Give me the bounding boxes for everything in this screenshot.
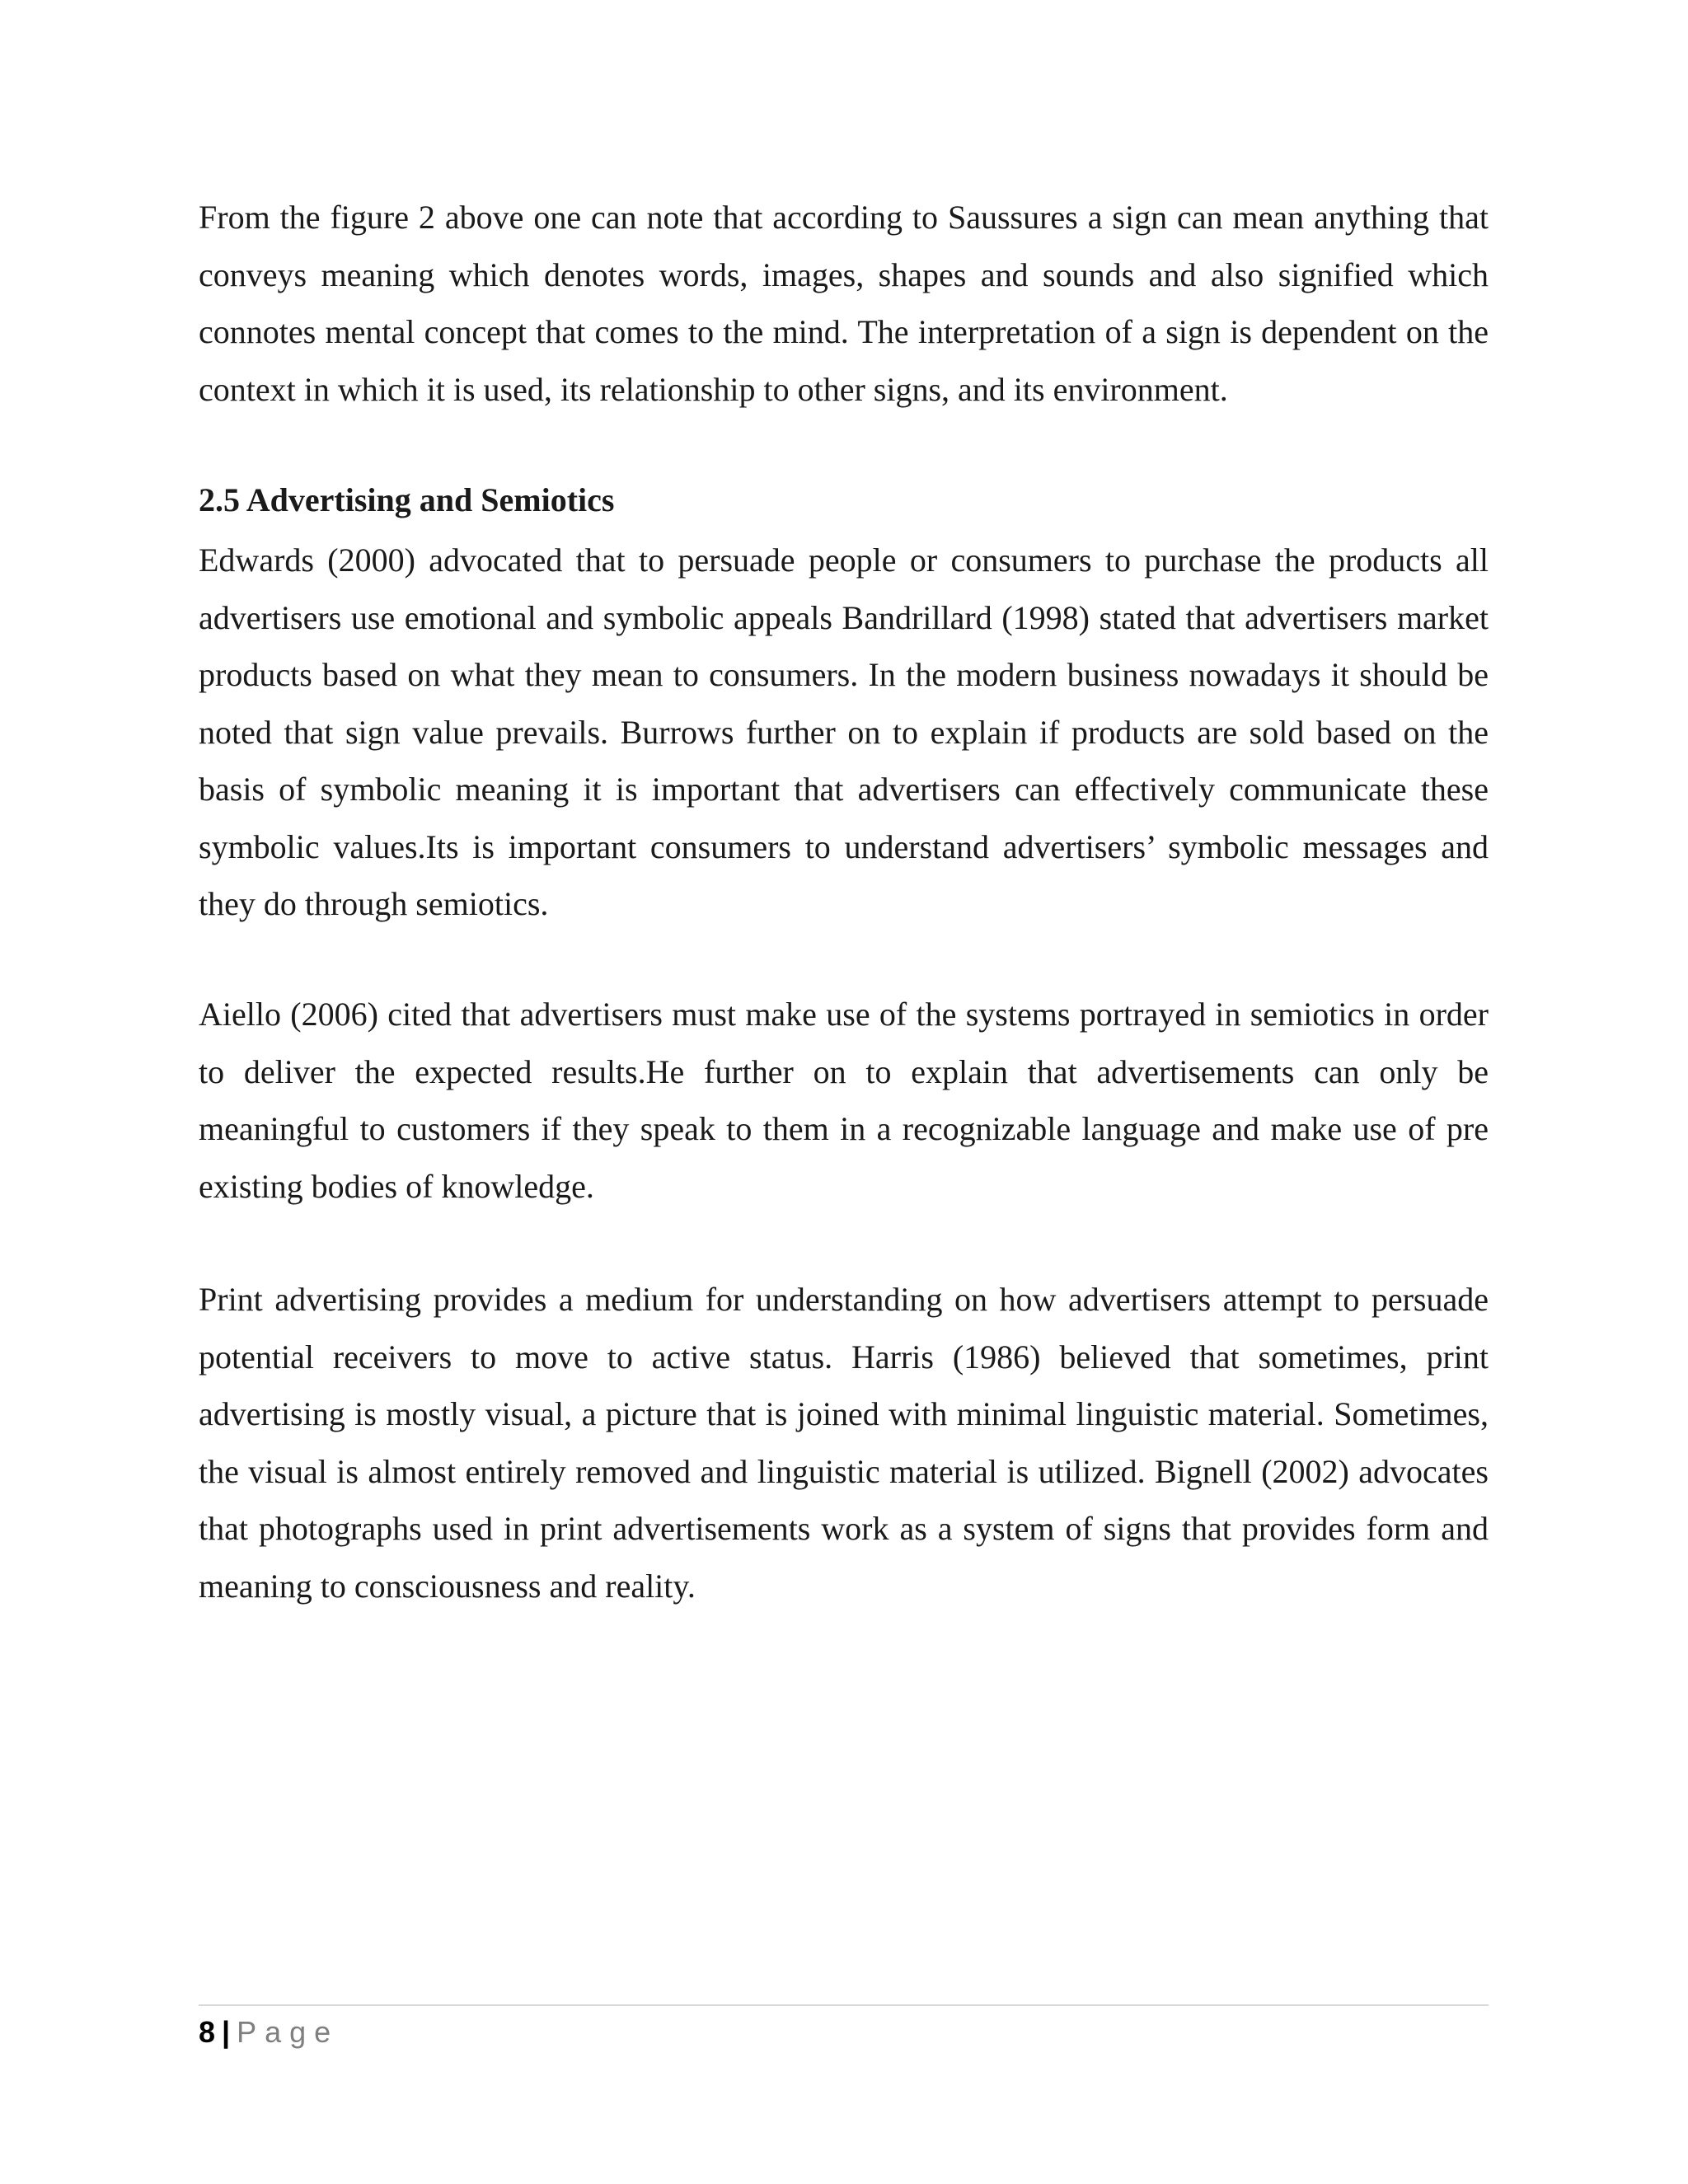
section-heading: 2.5 Advertising and Semiotics — [199, 481, 615, 518]
paragraph-saussure: From the figure 2 above one can note that according to Saussures a sign can mean anything that conveys meaning which denotes words, images, shapes and sounds and also signified which connotes mental concept that comes to the mind. The interpretation of a sign is dependent on the context in which it is used, its relationship to other signs, and its environment. — [199, 199, 1489, 408]
footer-divider — [199, 2004, 1489, 2006]
paragraph-print-advertising: Print advertising provides a medium for understanding on how advertisers attempt to persuade potential receivers to move to active status. Harris (1986) believed that sometimes, print advertising is mostly visual, a picture that is joined with minimal linguistic material. Sometimes, the visual is almost entirely removed and linguistic material is utilized. Bignell (2002) advocates that photographs used in print advertisements work as a system of signs that provides form and meaning to consciousness and reality. — [199, 1281, 1489, 1605]
footer-separator: | — [222, 2015, 231, 2049]
paragraph-edwards: Edwards (2000) advocated that to persuade people or consumers to purchase the products all advertisers use emotional and symbolic appeals Bandrillard (1998) stated that advertisers market products based on what they mean to consumers. In the modern business nowadays it should be noted that sign value prevails. Burrows further on to explain if products are sold based on the basis of symbolic meaning it is important that advertisers can effectively communicate these symbolic values.Its is important consumers to understand advertisers’ symbolic messages and they do through semiotics. — [199, 541, 1489, 922]
page-footer — [199, 2008, 339, 2057]
paragraph-aiello: Aiello (2006) cited that advertisers must make use of the systems portrayed in semiotics in order to deliver the expected results.He further on to explain that advertisements can only be meaningful to customers if they speak to them in a recognizable language and make use of pre existing bodies of knowledge. — [199, 996, 1489, 1205]
page-number: 8 — [199, 2015, 216, 2049]
page-label: Page — [237, 2015, 340, 2049]
